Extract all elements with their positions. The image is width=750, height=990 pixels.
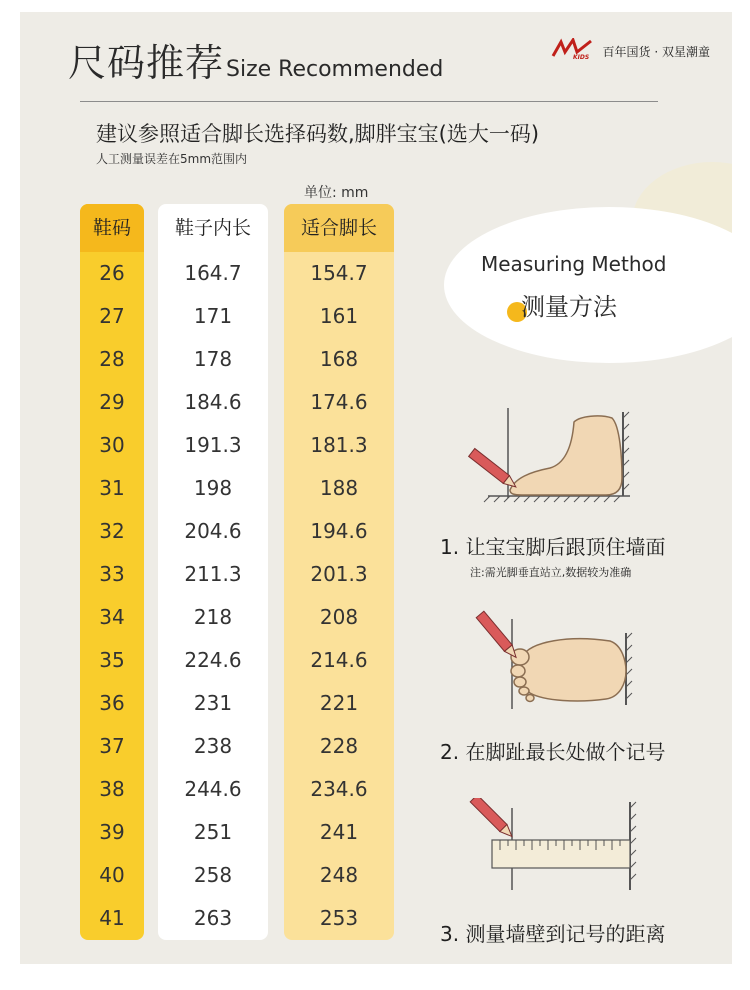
shoe-inner-length-cell: 251 bbox=[193, 820, 233, 844]
foot-length-cell: 181.3 bbox=[310, 433, 368, 457]
size-cell: 29 bbox=[99, 390, 125, 414]
step-2: 2. 在脚趾最长处做个记号 bbox=[440, 740, 666, 764]
shoe-inner-length-cell: 244.6 bbox=[184, 777, 242, 801]
shoe-inner-length-cell: 258 bbox=[193, 863, 233, 887]
foot-length-cell: 174.6 bbox=[310, 390, 368, 414]
page-title bbox=[68, 32, 443, 87]
foot-length-cell: 214.6 bbox=[310, 648, 368, 672]
double-star-logo bbox=[551, 38, 597, 65]
shoe-inner-length-column bbox=[158, 204, 268, 940]
shoe-inner-length-cell: 224.6 bbox=[184, 648, 242, 672]
foot-length-cell: 228 bbox=[319, 734, 359, 758]
size-cell: 36 bbox=[99, 691, 125, 715]
title-cn: 尺码推荐 bbox=[68, 41, 225, 85]
shoe-inner-length-cell: 211.3 bbox=[184, 562, 242, 586]
foot-side-view-icon bbox=[460, 398, 640, 508]
size-cell: 34 bbox=[99, 605, 125, 629]
barefoot-note: 注:需光脚垂直站立,数据较为准确 bbox=[470, 566, 632, 579]
brand-logo bbox=[551, 38, 710, 65]
size-column bbox=[80, 204, 144, 940]
shoe-inner-length-cell: 231 bbox=[193, 691, 233, 715]
size-cell: 30 bbox=[99, 433, 125, 457]
size-cell: 39 bbox=[99, 820, 125, 844]
unit-label: 单位: mm bbox=[304, 185, 369, 201]
size-cell: 35 bbox=[99, 648, 125, 672]
foot-length-cell: 154.7 bbox=[310, 261, 368, 285]
size-cell: 41 bbox=[99, 906, 125, 930]
svg-text:KIDS: KIDS bbox=[572, 54, 589, 60]
shoe-inner-length-cell: 198 bbox=[193, 476, 233, 500]
ruler-measure-icon bbox=[460, 798, 640, 898]
step-1: 1. 让宝宝脚后跟顶住墙面 bbox=[440, 535, 666, 559]
shoe-inner-length-cell: 184.6 bbox=[184, 390, 242, 414]
shoe-inner-length-cell: 238 bbox=[193, 734, 233, 758]
shoe-inner-length-cell: 171 bbox=[193, 304, 233, 328]
size-cell: 31 bbox=[99, 476, 125, 500]
size-cell: 32 bbox=[99, 519, 125, 543]
foot-length-cell: 201.3 bbox=[310, 562, 368, 586]
foot-length-cell: 161 bbox=[319, 304, 359, 328]
star-swoosh-icon bbox=[551, 38, 597, 60]
size-cell: 37 bbox=[99, 734, 125, 758]
size-cell: 40 bbox=[99, 863, 125, 887]
shoe-inner-length-cell: 263 bbox=[193, 906, 233, 930]
header-divider bbox=[80, 101, 658, 102]
size-cell: 27 bbox=[99, 304, 125, 328]
foot-length-cell: 168 bbox=[319, 347, 359, 371]
error-note: 人工测量误差在5mm范围内 bbox=[96, 152, 248, 166]
shoe-inner-length-cell: 164.7 bbox=[184, 261, 242, 285]
shoe-inner-length-cell: 178 bbox=[193, 347, 233, 371]
shoe-inner-length-cell: 204.6 bbox=[184, 519, 242, 543]
size-column-header: 鞋码 bbox=[80, 204, 144, 252]
method-title-en: Measuring Method bbox=[481, 252, 667, 276]
recommendation-text: 建议参照适合脚长选择码数,脚胖宝宝(选大一码) bbox=[96, 122, 540, 146]
foot-length-cell: 221 bbox=[319, 691, 359, 715]
shoe-inner-length-header: 鞋子内长 bbox=[174, 217, 251, 239]
shoe-inner-length-cell: 191.3 bbox=[184, 433, 242, 457]
shoe-inner-length-cell: 218 bbox=[193, 605, 233, 629]
foot-length-cell: 234.6 bbox=[310, 777, 368, 801]
foot-length-cell: 253 bbox=[319, 906, 359, 930]
brand-name: 百年国货 · 双星潮童 bbox=[602, 45, 710, 59]
title-en: Size Recommended bbox=[226, 57, 444, 82]
foot-length-cell: 194.6 bbox=[310, 519, 368, 543]
method-title-cn: 测量方法 bbox=[521, 293, 617, 321]
size-cell: 33 bbox=[99, 562, 125, 586]
foot-length-column bbox=[284, 204, 394, 940]
size-cell: 28 bbox=[99, 347, 125, 371]
foot-length-cell: 248 bbox=[319, 863, 359, 887]
foot-length-cell: 241 bbox=[319, 820, 359, 844]
foot-top-view-icon bbox=[460, 605, 640, 715]
size-cell: 26 bbox=[99, 261, 125, 285]
foot-length-header: 适合脚长 bbox=[284, 204, 394, 252]
step-3: 3. 测量墙壁到记号的距离 bbox=[440, 922, 666, 946]
foot-length-cell: 208 bbox=[319, 605, 359, 629]
size-cell: 38 bbox=[99, 777, 125, 801]
foot-length-cell: 188 bbox=[319, 476, 359, 500]
